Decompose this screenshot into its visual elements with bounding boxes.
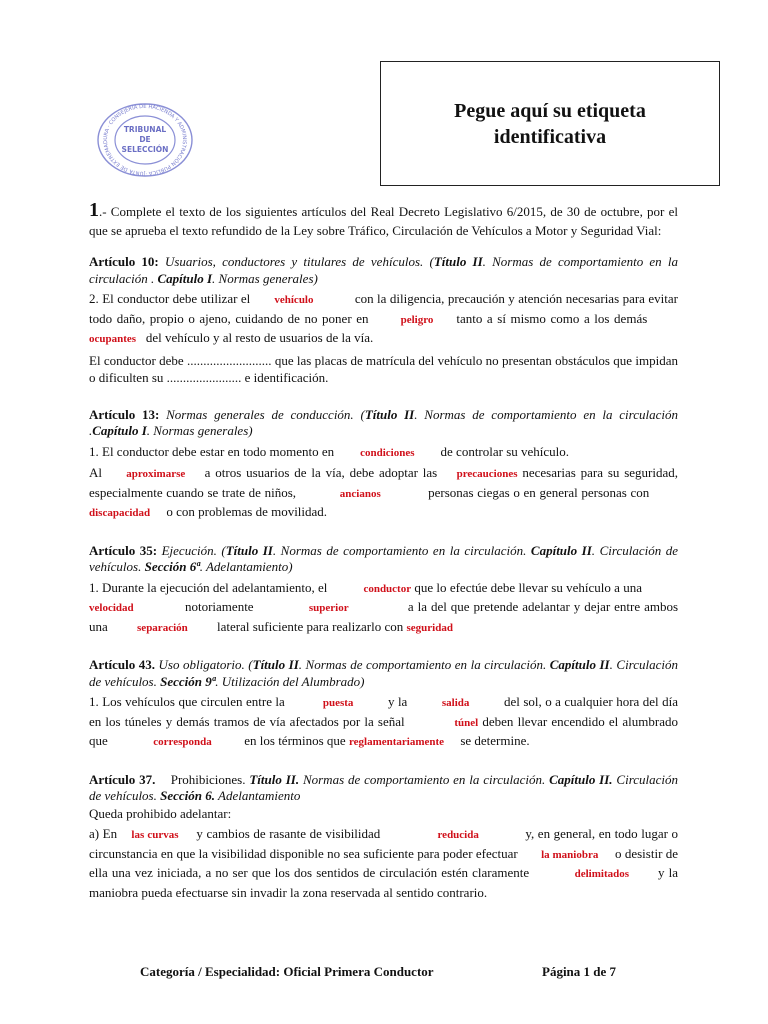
article-10-heading: Artículo 10: Usuarios, conductores y titulares de vehículos. (Título II. Normas de comportamiento en la circulación . Capítulo I. Normas generales) bbox=[89, 254, 679, 286]
stamp-line-2: DE bbox=[139, 135, 151, 144]
article-13-heading: Artículo 13: Normas generales de conducción. (Título II. Normas de comportamiento en la circulación .Capítulo I. Normas generales) bbox=[89, 406, 679, 438]
article-35-heading: Artículo 35: Ejecución. (Título II. Normas de comportamiento en la circulación. Capítulo II. Circulación de vehículos. Sección 6ª. Adelantamiento) bbox=[89, 542, 679, 574]
answer: delimitados bbox=[574, 868, 630, 880]
answer: separación bbox=[137, 621, 188, 634]
answer: seguridad bbox=[406, 621, 453, 634]
article-37-intro: Queda prohibido adelantar: bbox=[89, 805, 232, 821]
footer-category: Categoría / Especialidad: Oficial Primera Conductor bbox=[140, 964, 434, 979]
stamp-line-1: TRIBUNAL bbox=[123, 125, 167, 134]
label-box bbox=[380, 61, 720, 186]
answer: ancianos bbox=[339, 487, 381, 500]
article-37-paragraph-a: a) En las curvas y cambios de rasante de visibilidad reducida y, en general, en todo lugar o circunstancia en que la visibilidad disponible no sea suficiente para poder efectuar la maniobra o desistir de ella una vez iniciada, a no ser que los dos sentidos de circulación estén claramente delimitados y la maniobra pueda efectuarse sin invadir la zona reservada al sentido contrario. bbox=[89, 826, 679, 900]
page-footer bbox=[140, 964, 660, 980]
stamp-line-3: SELECCIÓN bbox=[121, 145, 169, 154]
article-13-paragraph-2: Al aproximarse a otros usuarios de la vía, debe adoptar las precauciones necesarias para su seguridad, especialmente cuando se trate de niños, ancianos personas ciegas o en general personas con discapacidad o con problemas de movilidad. bbox=[89, 465, 679, 519]
answer: aproximarse bbox=[126, 468, 186, 480]
article-13-paragraph-1: 1. El conductor debe estar en todo momento en condiciones de controlar su vehículo. bbox=[89, 443, 570, 459]
article-43-heading: Artículo 43. Uso obligatorio. (Título II. Normas de comportamiento en la circulación. Capítulo II. Circulación de vehículos. Sección 9ª. Utilización del Alumbrado) bbox=[89, 657, 679, 689]
question-number: 1 bbox=[89, 199, 99, 221]
article-35-paragraph-1: 1. Durante la ejecución del adelantamiento, el conductor que lo efectúe debe llevar su vehículo a una velocidad notoriamente superior a la del que pretende adelantar y dejar entre ambos una separación lateral suficiente para realizarlo con seguridad bbox=[89, 579, 679, 634]
answer: puesta bbox=[322, 697, 354, 709]
answer: las curvas bbox=[131, 829, 179, 841]
question-text: .- Complete el texto de los siguientes artículos del Real Decreto Legislativo 6/2015, de 30 de octubre, por el que se aprueba el texto refundido de la Ley sobre Tráfico, Circulación de Vehículos a Motor y Seguridad Vial: bbox=[89, 204, 678, 238]
answer: reglamentariamente bbox=[348, 736, 445, 748]
question-statement bbox=[89, 201, 678, 240]
article-43-paragraph-1: 1. Los vehículos que circulen entre la puesta y la salida del sol, o a cualquier hora del día en los túneles y demás tramos de vía afectados por la señal túnel deben llevar encendido el alumbrado que corresponda en los términos que reglamentariamente se determine. bbox=[89, 694, 679, 748]
article-10-paragraph-3: El conductor debe .......................... que las placas de matrícula del vehículo no presentan obstáculos que impidan o dificulten su ....................... e identificación. bbox=[89, 352, 678, 385]
answer: precauciones bbox=[456, 468, 518, 480]
answer: reducida bbox=[437, 829, 479, 841]
stamp-ring-text: JUNTA DE EXTREMADURA · CONSEJERÍA DE HACIENDA Y ADMINISTRACIÓN PÚBLICA · bbox=[102, 103, 188, 177]
answer: vehículo bbox=[274, 294, 314, 306]
answer: la maniobra bbox=[541, 848, 599, 861]
label-box-line-1: Pegue aquí su etiqueta bbox=[454, 99, 646, 122]
answer: conductor bbox=[363, 582, 412, 595]
answer: discapacidad bbox=[89, 507, 151, 519]
answer: peligro bbox=[400, 313, 434, 326]
tribunal-stamp bbox=[90, 102, 200, 178]
answer: corresponda bbox=[153, 736, 212, 748]
answer: salida bbox=[441, 697, 470, 709]
answer: velocidad bbox=[89, 602, 134, 614]
answer: ocupantes bbox=[89, 333, 137, 345]
answer: túnel bbox=[454, 716, 479, 729]
label-box-line-2: identificativa bbox=[493, 125, 607, 148]
article-10-paragraph-2: 2. El conductor debe utilizar el vehículo con la diligencia, precaución y atención necesarias para evitar todo daño, propio o ajeno, cuidando de no poner en peligro tanto a sí mismo como a los demás ocupantes del vehículo y al resto de usuarios de la vía. bbox=[89, 291, 678, 345]
exam-content bbox=[89, 201, 678, 901]
answer: superior bbox=[308, 602, 349, 614]
article-37-heading: Artículo 37. Prohibiciones. Título II. Normas de comportamiento en la circulación. Capítulo II. Circulación de vehículos. Sección 6. Adelantamiento bbox=[89, 771, 679, 803]
answer: condiciones bbox=[360, 446, 415, 459]
footer-page-number: Página 1 de 7 bbox=[542, 964, 617, 979]
